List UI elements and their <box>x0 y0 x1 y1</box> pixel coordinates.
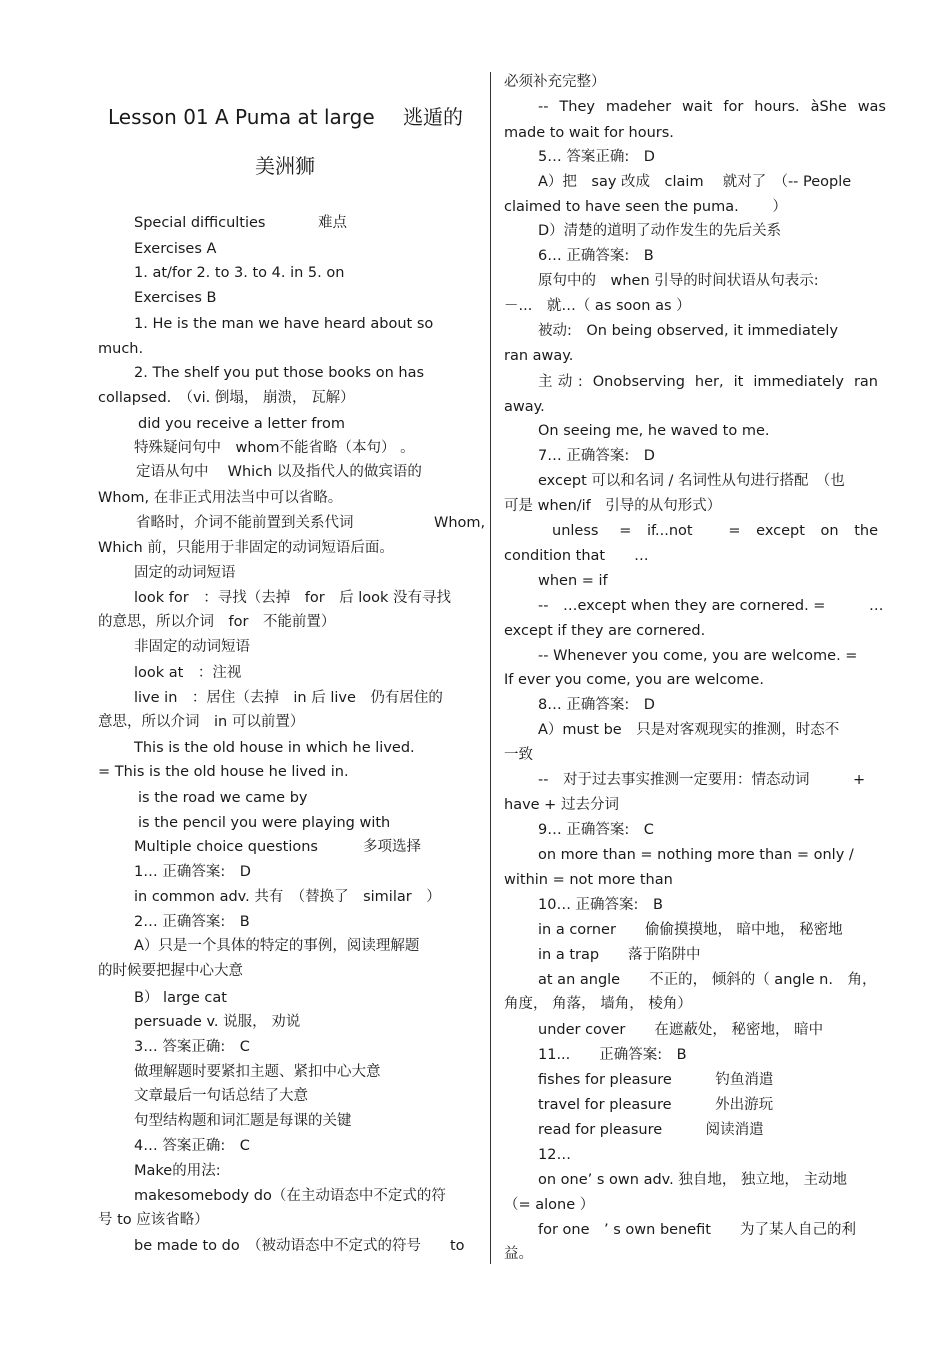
text-line: 意思，所以介词 in 可以前置） <box>98 714 305 730</box>
text-line: ran away. <box>504 348 574 364</box>
text-line: －... 就…（ as soon as ） <box>504 298 691 314</box>
text-line: A）把 say 改成 claim 就对了 （-- People <box>538 174 852 190</box>
text-line: 7… 正确答案: D <box>538 448 655 464</box>
text-line: 2. The shelf you put those books on has <box>134 365 425 381</box>
text-line: 多项选择 <box>363 839 421 855</box>
text-line: -- Whenever you come, you are welcome. = <box>538 648 858 664</box>
text-line: except if they are cornered. <box>504 623 706 639</box>
text-line: collapsed. （vi. 倒塌， 崩溃， 瓦解） <box>98 390 355 406</box>
text-line: Make的用法: <box>134 1163 221 1179</box>
text-line: 省略时，介词不能前置到关系代词 <box>136 515 354 531</box>
text-line: unless = if...not = except on the <box>552 523 878 539</box>
text-line: 2… 正确答案: B <box>134 914 250 930</box>
text-line: 可是 when/if 引导的从句形式） <box>504 498 722 514</box>
text-line: 12… <box>538 1147 571 1163</box>
text-line: when = if <box>538 573 608 589</box>
text-line: is the road we came by <box>138 790 308 806</box>
text-line: 原句中的 when 引导的时间状语从句表示: <box>538 273 819 289</box>
text-line: 的时候要把握中心大意 <box>98 963 243 979</box>
text-line: Multiple choice questions <box>134 839 318 855</box>
text-line: 固定的动词短语 <box>134 565 236 581</box>
text-line: D）清楚的道明了动作发生的先后关系 <box>538 223 782 239</box>
text-line: fishes for pleasure 钓鱼消遣 <box>538 1072 774 1088</box>
text-line: 9… 正确答案: C <box>538 822 654 838</box>
text-line: If ever you come, you are welcome. <box>504 672 764 688</box>
text-line: on more than = nothing more than = only / <box>538 847 854 863</box>
lesson-title: Lesson 01 A Puma at large <box>108 105 375 129</box>
text-line: -- 对于过去事实推测一定要用：情态动词 + <box>538 772 866 788</box>
text-line: live in ：居住（去掉 in 后 live 仍有居住的 <box>134 690 443 706</box>
text-line: Exercises B <box>134 290 217 306</box>
text-line: away. <box>504 399 545 415</box>
text-line: 10… 正确答案: B <box>538 897 663 913</box>
text-line: 1. He is the man we have heard about so <box>134 316 434 332</box>
text-line: did you receive a letter from <box>138 416 345 432</box>
text-line: in common adv. 共有 （替换了 similar ） <box>134 889 441 905</box>
text-line: 角度， 角落， 墙角， 棱角） <box>504 996 692 1012</box>
text-line: for one ’ s own benefit 为了某人自己的利 <box>538 1222 856 1238</box>
text-line: 5… 答案正确: D <box>538 149 655 165</box>
text-line: 1… 正确答案: D <box>134 864 251 880</box>
text-line: Whom, 在非正式用法当中可以省略。 <box>98 490 343 506</box>
text-line: （= alone ） <box>504 1197 595 1213</box>
text-line: 句型结构题和词汇题是每课的关键 <box>134 1113 352 1129</box>
text-line: is the pencil you were playing with <box>138 815 391 831</box>
text-line: 非固定的动词短语 <box>134 639 250 655</box>
text-line: persuade v. 说服， 劝说 <box>134 1014 301 1030</box>
text-line: 文章最后一句话总结了大意 <box>134 1088 308 1104</box>
text-line: under cover 在遮蔽处， 秘密地， 暗中 <box>538 1022 824 1038</box>
text-line: at an angle 不正的， 倾斜的（ angle n. 角， <box>538 972 877 988</box>
text-line: 必须补充完整） <box>504 74 606 90</box>
text-line: 1. at/for 2. to 3. to 4. in 5. on <box>134 265 345 281</box>
text-line: A）只是一个具体的特定的事例，阅读理解题 <box>134 938 420 954</box>
text-line: Exercises A <box>134 241 217 257</box>
text-line: 号 to 应该省略） <box>98 1212 209 1228</box>
text-line: 定语从句中 Which 以及指代人的做宾语的 <box>136 464 422 480</box>
text-line: 特殊疑问句中 whom不能省略（本句） 。 <box>134 440 415 456</box>
text-line: except 可以和名词 / 名词性从句进行搭配 （也 <box>538 473 845 489</box>
text-line: Special difficulties <box>134 215 266 231</box>
text-line: A）must be 只是对客观现实的推测，时态不 <box>538 722 840 738</box>
text-line: in a trap 落于陷阱中 <box>538 947 701 963</box>
text-line: within = not more than <box>504 872 673 888</box>
text-line: -- They madeher wait for hours. àShe was <box>538 99 886 115</box>
text-line: travel for pleasure 外出游玩 <box>538 1097 774 1113</box>
text-line: 主动: Onobserving her, it immediately ran <box>538 374 878 390</box>
text-line: 4… 答案正确: C <box>134 1138 250 1154</box>
text-line: be made to do （被动语态中不定式的符号 to <box>134 1238 465 1254</box>
column-divider <box>490 72 491 1264</box>
text-line: made to wait for hours. <box>504 125 674 141</box>
text-line: -- …except when they are cornered. = … <box>538 598 884 614</box>
text-line: 3… 答案正确: C <box>134 1039 250 1055</box>
text-line: 的意思，所以介词 for 不能前置） <box>98 614 336 630</box>
text-line: 被动: On being observed, it immediately <box>538 323 839 339</box>
text-line: 一致 <box>504 747 533 763</box>
text-line: 难点 <box>318 215 347 231</box>
text-line: look at ：注视 <box>134 665 242 681</box>
text-line: 8… 正确答案: D <box>538 697 655 713</box>
text-line: 做理解题时要紧扣主题、紧扣中心大意 <box>134 1064 381 1080</box>
text-line: makesomebody do（在主动语态中不定式的符 <box>134 1188 446 1204</box>
text-line: look for ：寻找（去掉 for 后 look 没有寻找 <box>134 590 452 606</box>
lesson-title-cn: 逃遁的 <box>403 105 463 129</box>
text-line: On seeing me, he waved to me. <box>538 423 770 439</box>
text-line: much. <box>98 341 144 357</box>
text-line: on one’ s own adv. 独自地， 独立地， 主动地 <box>538 1172 848 1188</box>
text-line: This is the old house in which he lived. <box>134 740 415 756</box>
text-line: claimed to have seen the puma. ） <box>504 199 787 215</box>
text-line: 6… 正确答案: B <box>538 248 654 264</box>
text-line: 11... 正确答案: B <box>538 1047 687 1063</box>
text-line: condition that … <box>504 548 649 564</box>
text-line: in a corner 偷偷摸摸地， 暗中地， 秘密地 <box>538 922 843 938</box>
text-line: B） large cat <box>134 990 227 1006</box>
text-line: read for pleasure 阅读消遣 <box>538 1122 764 1138</box>
text-line: Which 前，只能用于非固定的动词短语后面。 <box>98 540 394 556</box>
text-line: 益。 <box>504 1246 533 1262</box>
text-line: have + 过去分词 <box>504 797 619 813</box>
lesson-subtitle: 美洲狮 <box>255 154 315 178</box>
text-line: = This is the old house he lived in. <box>98 764 349 780</box>
text-line: Whom, <box>434 515 486 531</box>
